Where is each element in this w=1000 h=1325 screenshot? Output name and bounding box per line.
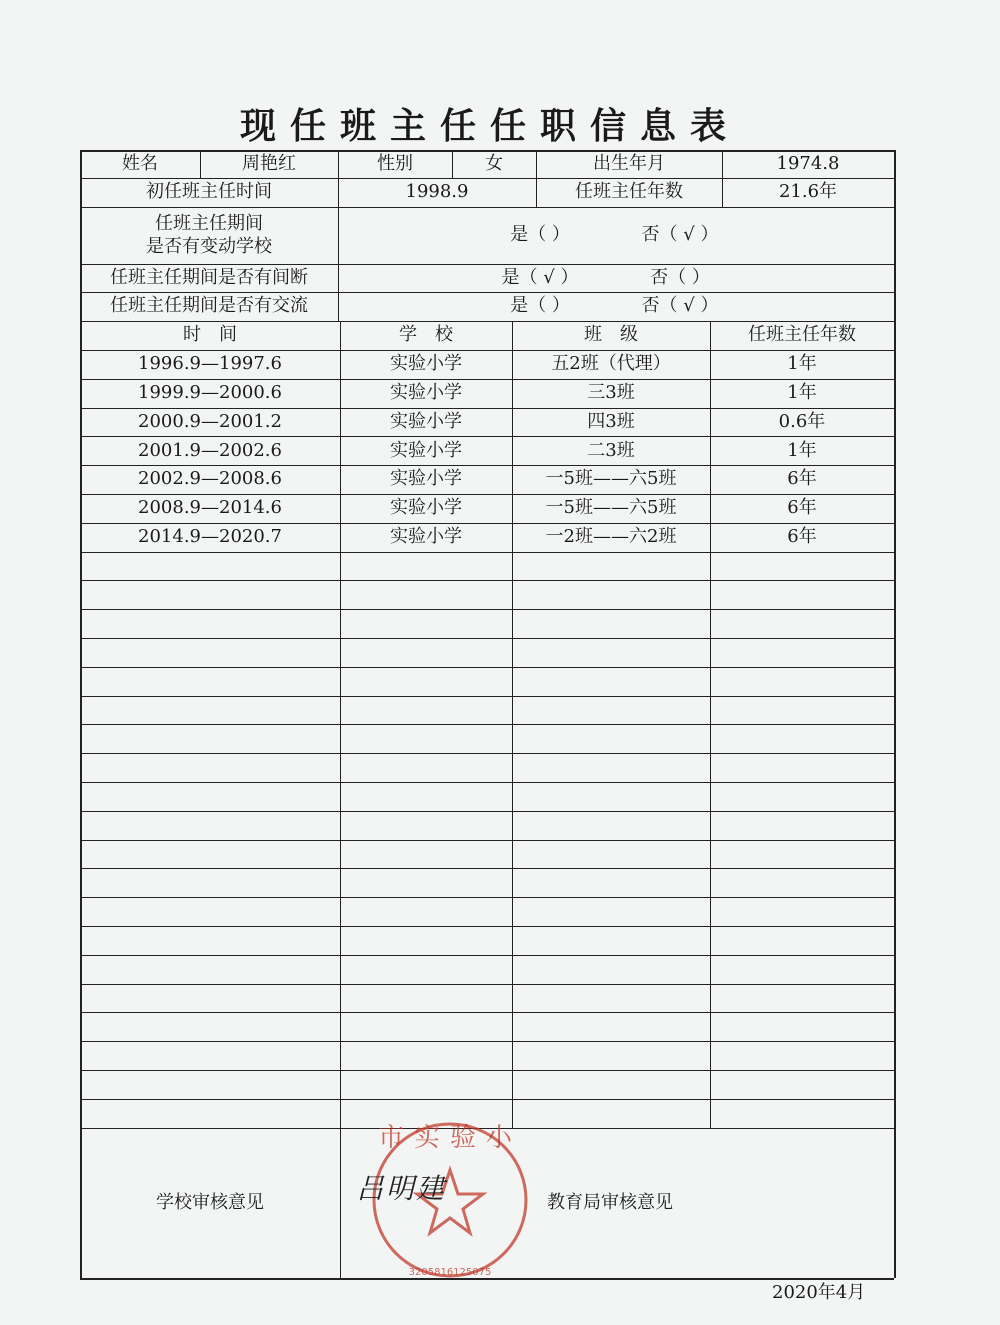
name-label: 姓名 bbox=[122, 152, 158, 174]
years-label: 任班主任年数 bbox=[575, 181, 683, 203]
svg-text:市实验小: 市实验小 bbox=[377, 1123, 523, 1153]
table-cell: 四3班 bbox=[587, 410, 635, 432]
question-change-school-no: 否（ √ ） bbox=[641, 224, 719, 246]
grid-line bbox=[80, 667, 894, 668]
table-cell: 1年 bbox=[787, 439, 817, 461]
first-time-value: 1998.9 bbox=[405, 181, 469, 203]
table-cell: 2014.9—2020.7 bbox=[138, 525, 282, 547]
grid-line bbox=[80, 638, 894, 639]
table-cell: 2001.9—2002.6 bbox=[138, 439, 282, 461]
question-change-school-label bbox=[80, 207, 338, 264]
grid-line bbox=[80, 724, 894, 725]
footer-date: 2020年4月 bbox=[772, 1282, 866, 1303]
table-cell: 实验小学 bbox=[390, 468, 462, 490]
table-header-0: 时 间 bbox=[183, 324, 237, 346]
table-cell: 2000.9—2001.2 bbox=[138, 410, 282, 432]
question-interrupt-yes: 是（ √ ） bbox=[501, 266, 579, 288]
grid-line bbox=[80, 696, 894, 697]
question-exchange-yes: 是（ ） bbox=[510, 295, 570, 317]
grid-line bbox=[80, 753, 894, 754]
table-header-3: 任班主任年数 bbox=[748, 324, 856, 346]
table-cell: 6年 bbox=[787, 468, 817, 490]
table-cell: 一2班——六2班 bbox=[545, 525, 677, 547]
table-cell: 实验小学 bbox=[390, 525, 462, 547]
table-cell: 实验小学 bbox=[390, 381, 462, 403]
table-cell: 三3班 bbox=[587, 381, 635, 403]
grid-line bbox=[80, 868, 894, 869]
grid-line bbox=[80, 580, 894, 581]
years-value: 21.6年 bbox=[778, 181, 838, 203]
grid-line bbox=[80, 926, 894, 927]
birth-label: 出生年月 bbox=[593, 152, 665, 174]
question-change-school-label-line: 是否有变动学校 bbox=[146, 235, 272, 257]
grid-line bbox=[80, 1041, 894, 1042]
question-interrupt-label: 任班主任期间是否有间断 bbox=[110, 266, 308, 288]
grid-line bbox=[80, 984, 894, 985]
school-review-label: 学校审核意见 bbox=[156, 1191, 264, 1213]
grid-line bbox=[80, 552, 894, 553]
table-cell: 实验小学 bbox=[390, 353, 462, 375]
grid-line bbox=[80, 1012, 894, 1013]
grid-line bbox=[80, 1099, 894, 1100]
grid-line bbox=[80, 1070, 894, 1071]
grid-line bbox=[80, 609, 894, 610]
page-title: 现任班主任任职信息表 bbox=[239, 105, 740, 147]
table-cell: 0.6年 bbox=[778, 410, 826, 432]
name-value: 周艳红 bbox=[242, 152, 296, 174]
grid-line bbox=[80, 897, 894, 898]
table-cell: 二3班 bbox=[587, 439, 635, 461]
table-cell: 2008.9—2014.6 bbox=[138, 497, 282, 519]
birth-value: 1974.8 bbox=[776, 152, 840, 174]
table-cell: 1999.9—2000.6 bbox=[138, 381, 282, 403]
table-header-2: 班 级 bbox=[584, 324, 638, 346]
table-cell: 实验小学 bbox=[390, 410, 462, 432]
grid-line bbox=[894, 150, 896, 1278]
gender-value: 女 bbox=[485, 152, 503, 174]
table-cell: 6年 bbox=[787, 497, 817, 519]
table-cell: 2002.9—2008.6 bbox=[138, 468, 282, 490]
bureau-review-label: 教育局审核意见 bbox=[547, 1191, 673, 1213]
grid-line bbox=[80, 782, 894, 783]
grid-line bbox=[80, 811, 894, 812]
table-cell: 一5班——六5班 bbox=[545, 468, 677, 490]
question-change-school-yes: 是（ ） bbox=[510, 224, 570, 246]
first-time-label: 初任班主任时间 bbox=[146, 181, 272, 203]
grid-line bbox=[338, 207, 339, 321]
svg-text:3205816125075: 3205816125075 bbox=[408, 1267, 492, 1278]
grid-line bbox=[80, 840, 894, 841]
table-header-1: 学 校 bbox=[399, 324, 453, 346]
svg-text:吕明建: 吕明建 bbox=[356, 1172, 447, 1205]
question-change-school-label-line: 任班主任期间 bbox=[155, 213, 263, 234]
table-cell: 1年 bbox=[787, 353, 817, 375]
question-interrupt-no: 否（ ） bbox=[650, 266, 710, 288]
question-exchange-no: 否（ √ ） bbox=[641, 295, 719, 317]
gender-label: 性别 bbox=[377, 152, 413, 174]
table-cell: 实验小学 bbox=[390, 497, 462, 519]
table-cell: 1年 bbox=[787, 381, 817, 403]
table-cell: 1996.9—1997.6 bbox=[138, 353, 282, 375]
table-cell: 实验小学 bbox=[390, 439, 462, 461]
table-cell: 6年 bbox=[787, 525, 817, 547]
signature bbox=[352, 1168, 472, 1208]
table-cell: 一5班——六5班 bbox=[545, 497, 677, 519]
grid-line bbox=[80, 955, 894, 956]
question-exchange-label: 任班主任期间是否有交流 bbox=[110, 295, 308, 317]
table-cell: 五2班（代理） bbox=[551, 353, 671, 375]
